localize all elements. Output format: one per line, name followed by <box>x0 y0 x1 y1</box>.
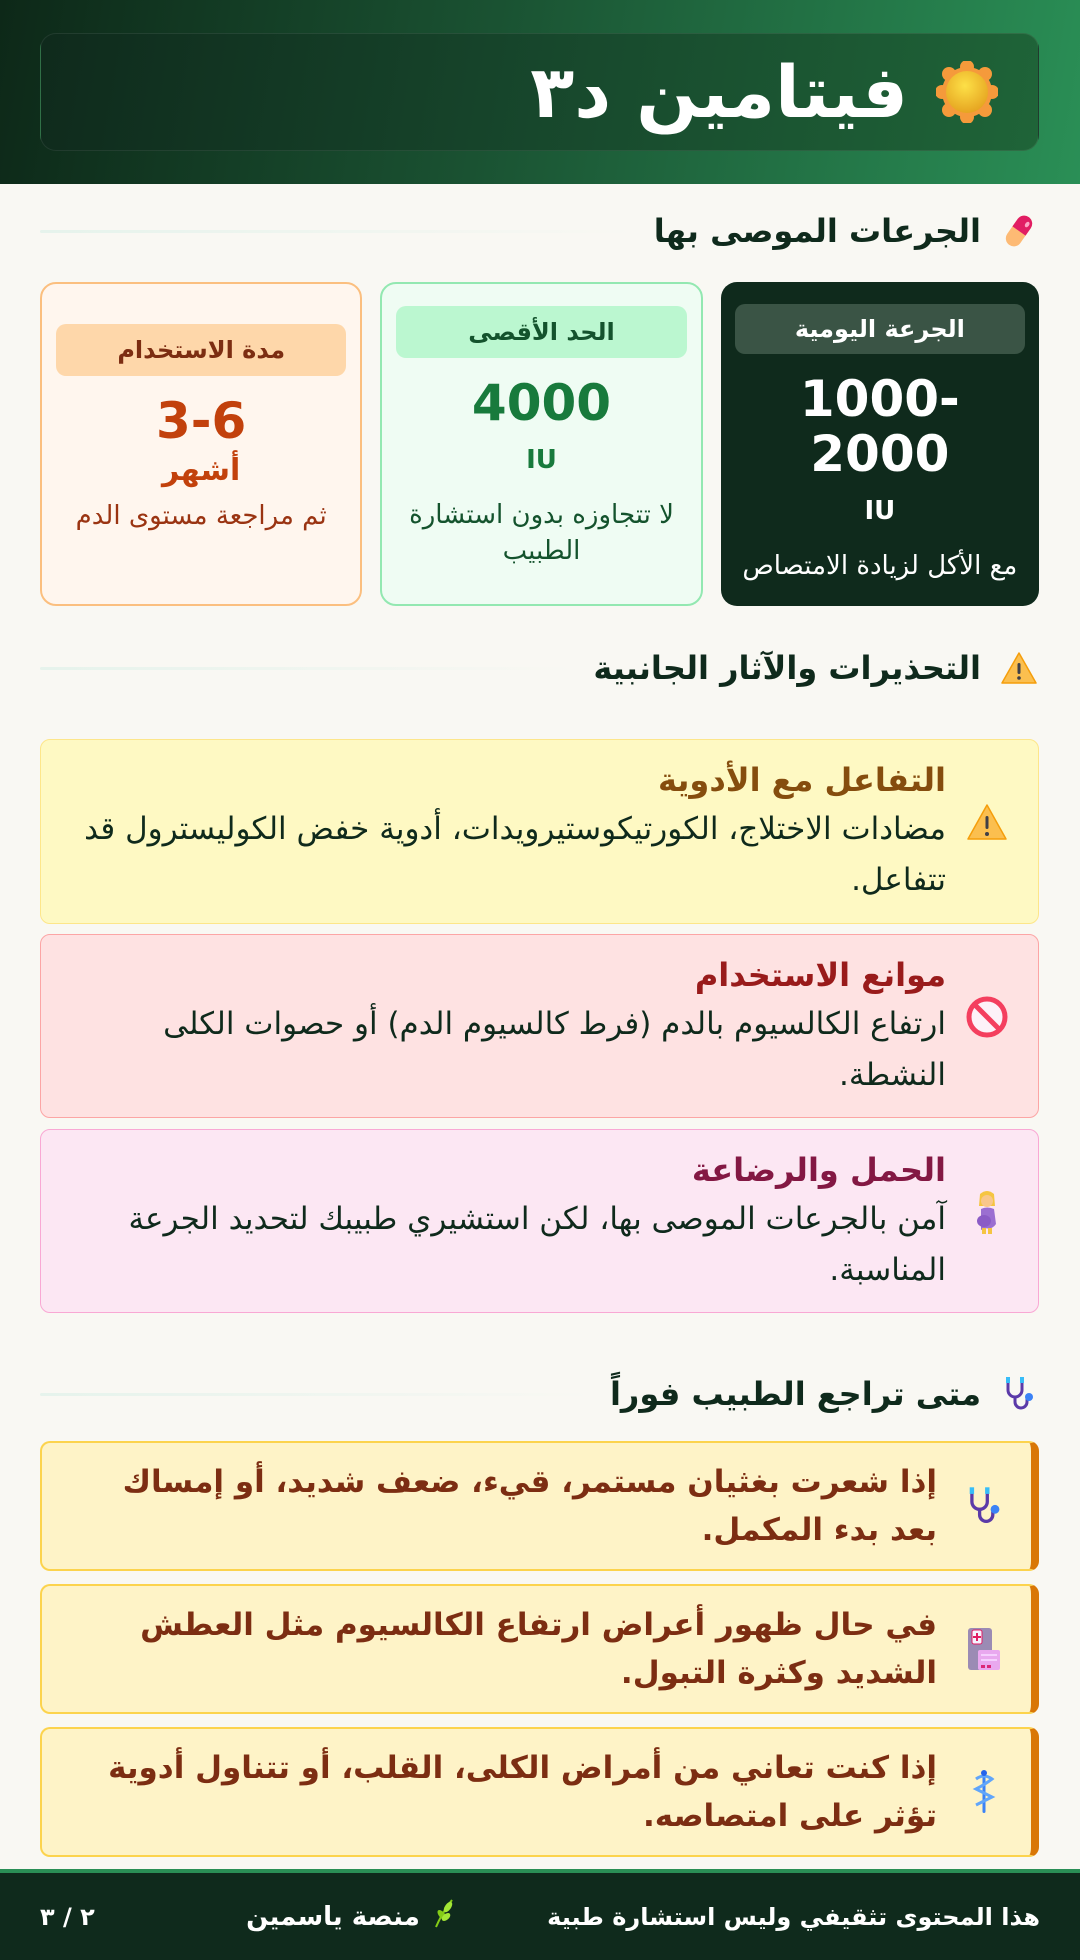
pill-icon <box>999 211 1039 251</box>
stethoscope-icon <box>961 1481 1007 1531</box>
warning-title: الحمل والرضاعة <box>691 1151 946 1189</box>
dose-cards <box>40 282 1039 606</box>
card-note: لا تتجاوزه بدون استشارة الطبيب <box>409 500 674 567</box>
alert-text: إذا كنت تعاني من أمراض الكلى، القلب، أو تتناول أدوية تؤثر على امتصاصه. <box>108 1749 937 1834</box>
section-header-dosage <box>40 206 1039 256</box>
card-unit: IU <box>864 495 896 526</box>
card-label: الحد الأقصى <box>396 306 686 358</box>
doctor-alert <box>40 1727 1039 1857</box>
warning-icon <box>999 648 1039 688</box>
section-divider <box>40 667 575 670</box>
stethoscope-icon <box>999 1374 1039 1414</box>
card-value: 1000-2000 <box>799 369 960 483</box>
card-label: مدة الاستخدام <box>56 324 346 376</box>
warning-icon <box>964 792 1010 852</box>
warning-title: التفاعل مع الأدوية <box>658 761 946 799</box>
page-indicator: ٢ / ٣ <box>40 1902 95 1931</box>
header-panel <box>40 33 1039 151</box>
section-title: متى تراجع الطبيب فوراً <box>609 1375 981 1413</box>
section-divider <box>40 230 636 233</box>
brand-name: منصة ياسمين <box>246 1901 420 1932</box>
card-note: ثم مراجعة مستوى الدم <box>75 501 327 531</box>
section-title: التحذيرات والآثار الجانبية <box>593 649 981 687</box>
card-note: مع الأكل لزيادة الامتصاص <box>742 550 1018 581</box>
warning-title: موانع الاستخدام <box>694 956 946 994</box>
page-title: فيتامين د٣ <box>530 50 908 134</box>
medical-file-icon <box>961 1624 1007 1674</box>
doctor-alert <box>40 1584 1039 1714</box>
card-unit: أشهر <box>162 453 241 488</box>
section-divider <box>40 1393 592 1396</box>
caduceus-icon <box>961 1767 1007 1817</box>
footer <box>0 1869 1080 1960</box>
footer-disclaimer: هذا المحتوى تثقيفي وليس استشارة طبية <box>547 1902 1040 1931</box>
warning-text: مضادات الاختلاج، الكورتيكوستيرويدات، أدوية خفض الكوليسترول قد تتفاعل. <box>84 811 946 899</box>
daily-dose-card <box>721 282 1039 606</box>
brand <box>246 1897 456 1936</box>
doctor-alert <box>40 1441 1039 1571</box>
prohibited-icon <box>964 987 1010 1047</box>
warning-text: ارتفاع الكالسيوم بالدم (فرط كالسيوم الدم) أو حصوات الكلى النشطة. <box>163 1006 946 1094</box>
card-label: الجرعة اليومية <box>735 304 1025 354</box>
section-header-doctor <box>40 1369 1039 1419</box>
card-unit: IU <box>526 445 557 475</box>
max-dose-card <box>380 282 702 606</box>
pregnant-woman-icon <box>964 1182 1010 1242</box>
warning-drug-interaction <box>40 739 1039 924</box>
card-value: 4000 <box>471 374 612 432</box>
herb-icon <box>430 1897 456 1936</box>
section-title: الجرعات الموصى بها <box>653 212 981 250</box>
warning-pregnancy <box>40 1129 1039 1313</box>
card-value: 3-6 <box>156 392 247 450</box>
warning-text: آمن بالجرعات الموصى بها، لكن استشيري طبيبك لتحديد الجرعة المناسبة. <box>128 1201 946 1289</box>
alert-text: في حال ظهور أعراض ارتفاع الكالسيوم مثل العطش الشديد وكثرة التبول. <box>140 1606 937 1691</box>
header <box>0 0 1080 184</box>
duration-card <box>40 282 362 606</box>
sun-icon <box>936 61 998 123</box>
section-header-warnings <box>40 643 1039 693</box>
warning-contraindications <box>40 934 1039 1118</box>
alert-text: إذا شعرت بغثيان مستمر، قيء، ضعف شديد، أو إمساك بعد بدء المكمل. <box>122 1463 937 1548</box>
